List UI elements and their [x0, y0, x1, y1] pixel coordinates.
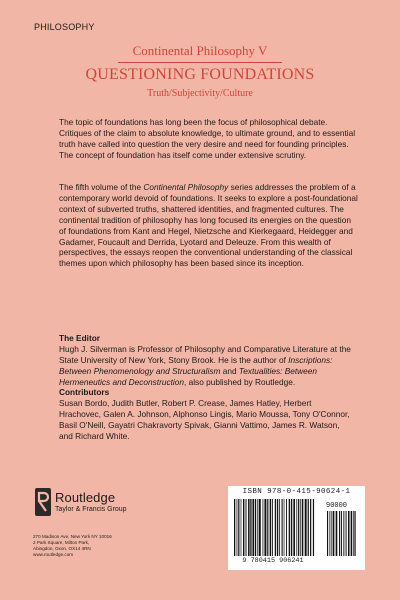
barcode-bar: [308, 499, 309, 556]
barcode-bar: [293, 499, 295, 556]
contributors-list: Susan Bordo, Judith Butler, Robert P. Crease, James Hatley, Herbert Hrachovec, Galen A. Johnson, Alphonso Lingis, Mario Moussa, Tony O'Connor, Basil O'Neill, Gayatri Chakravorty Spivak, Gianni Vattimo, James R. Watson, and Richard White.: [59, 398, 350, 441]
isbn-text: ISBN 978-0-415-90624-1: [242, 488, 351, 496]
barcode-bar: [346, 511, 347, 556]
barcode-bar: [246, 499, 247, 556]
address-line: Abingdon, Oxon, OX14 4RN: [33, 546, 91, 551]
editor-book-1: Inscriptions: Between Phenomenology and Structuralism: [59, 354, 333, 376]
barcode-number: 9 780415 906241: [242, 557, 304, 565]
publisher-logo-text: [55, 490, 127, 513]
barcode-box: [228, 486, 365, 570]
address-line: 2 Park Square, Milton Park,: [33, 540, 90, 545]
editor-bio-end: , also published by Routledge.: [183, 376, 296, 387]
barcode-bar: [343, 511, 344, 556]
barcode-bar: [327, 511, 328, 556]
barcode-bar: [348, 511, 349, 556]
publisher-group: Taylor & Francis Group: [55, 506, 127, 513]
barcode-bar: [255, 499, 256, 556]
barcode-bar: [341, 511, 342, 556]
description-paragraph-1: The topic of foundations has long been the focus of philosophical debate. Critiques of the claim to absolute knowledge, to ultimate ground, and to essential truth have called into question the very desire and need for founding principles. The concept of foundation has itself come under extensive scrutiny.: [59, 117, 356, 160]
barcode-bar: [277, 499, 278, 556]
barcode-bar: [353, 511, 354, 556]
barcode-bar: [286, 499, 287, 556]
barcode-bar: [264, 499, 266, 556]
p2-text-start: The fifth volume of the: [59, 182, 144, 192]
barcode-bar: [252, 499, 254, 556]
barcode-bar: [243, 499, 244, 556]
barcode-bar: [282, 499, 283, 556]
description-paragraph-2: [59, 182, 359, 269]
series-name-italic: Continental Philosophy: [143, 182, 229, 192]
contributors-heading: Contributors: [59, 387, 110, 397]
title-rule: [118, 62, 282, 63]
barcode-bar: [241, 499, 242, 556]
barcode-bar: [257, 499, 258, 556]
barcode-bar: [238, 499, 239, 556]
barcode-bar: [250, 499, 251, 556]
barcode-bar: [284, 499, 285, 556]
barcode-bar: [305, 499, 307, 556]
barcode-bar: [313, 499, 314, 556]
editor-bio-text: Hugh J. Silverman is Professor of Philosophy and Comparative Literature at the State University of New York, Stony Brook. He is the author of: [59, 344, 351, 365]
routledge-logo-icon: [33, 487, 53, 517]
barcode-bar: [296, 499, 297, 556]
address-line: www.routledge.com: [33, 552, 74, 557]
publisher-address: [33, 534, 112, 558]
barcode-bar: [355, 511, 356, 556]
barcode-bar: [275, 499, 276, 556]
barcode-bar: [329, 511, 330, 556]
addon-code: 90000: [326, 502, 348, 510]
barcode-bar: [263, 499, 264, 556]
barcode-bar: [270, 499, 272, 556]
series-title: Continental Philosophy V: [132, 43, 268, 58]
barcode-bar: [272, 499, 273, 556]
book-title: QUESTIONING FOUNDATIONS: [85, 66, 315, 83]
barcode-bar: [300, 499, 301, 556]
barcode-bar: [234, 499, 235, 556]
barcode-bar: [351, 511, 353, 556]
editor-bio: [59, 344, 359, 388]
p2-text-end: series addresses the problem of a contemporary world devoid of foundations. It seeks to explore a post-foundational context of subverted truths, shattered identities, and fragmented cultures. The continental tradition of philosophy has long focused its energies on the question of foundations from Kant and Hegel, Nietzsche and Kierkegaard, Heidegger and Gadamer, Foucault and Derrida, Lyotard and Deleuze. From this wealth of perspectives, the essays reopen the conventional understanding of the classical themes upon which philosophy has been based since its inception.: [59, 182, 358, 269]
barcode-bar: [279, 499, 280, 556]
category-label: PHILOSOPHY: [34, 22, 95, 32]
publisher-name: Routledge: [55, 490, 116, 505]
barcode-bar: [298, 499, 299, 556]
barcode-bar: [237, 499, 238, 556]
address-line: 270 Madison Ave, New York NY 10016: [33, 534, 112, 539]
book-subtitle: Truth/Subjectivity/Culture: [147, 88, 253, 99]
barcode-bar: [302, 499, 304, 556]
barcode-bar: [248, 499, 250, 556]
editor-heading: The Editor: [59, 333, 101, 343]
editor-bio-and: and: [220, 365, 239, 376]
barcode-bar: [289, 499, 290, 556]
barcode-bar: [259, 499, 261, 556]
barcode-bar: [267, 499, 268, 556]
barcode-bar: [336, 511, 338, 556]
editor-book-2: Textualities: Between Hermeneutics and Deconstruction: [59, 365, 317, 387]
barcode-bar: [331, 511, 332, 556]
barcode-bar: [310, 499, 311, 556]
barcode-bar: [339, 511, 340, 556]
barcode-bar: [333, 511, 335, 556]
barcode-bar: [291, 499, 292, 556]
